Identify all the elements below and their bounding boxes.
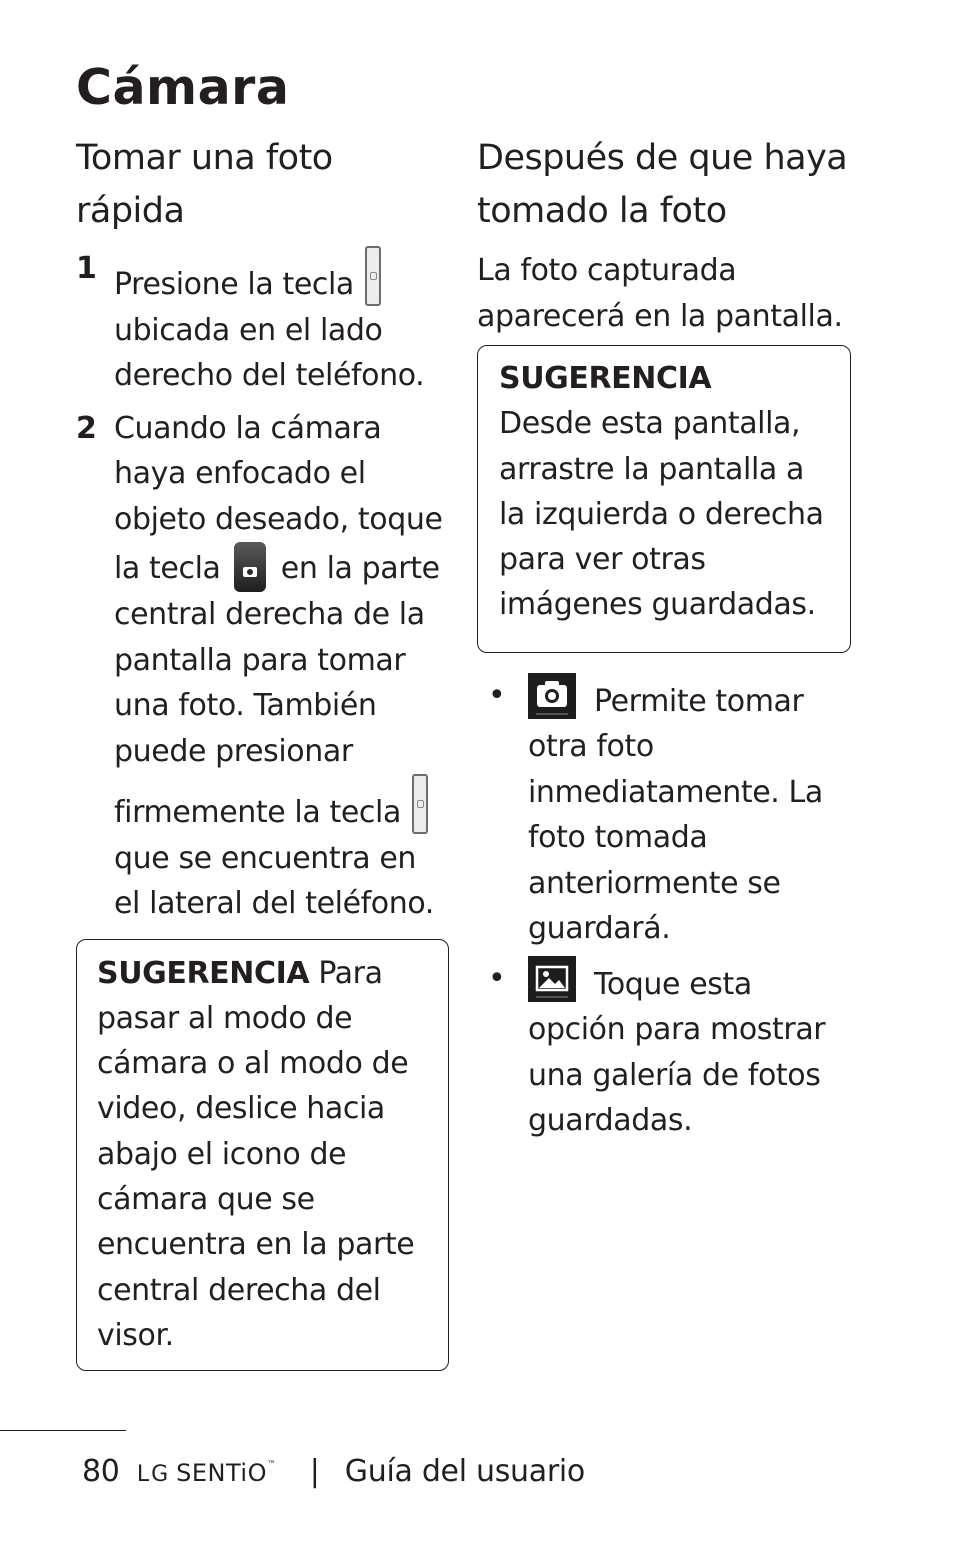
step-text: en la parte central derecha de la pantalla para tomar una foto. También puede presionar firmemente la tecla bbox=[114, 551, 440, 830]
brand-prefix: LG bbox=[136, 1462, 171, 1487]
side-camera-key-icon bbox=[412, 774, 428, 834]
trademark-symbol: ™ bbox=[266, 1460, 277, 1470]
steps-list bbox=[76, 246, 451, 927]
step-number: 2 bbox=[76, 410, 97, 446]
bullet-list bbox=[477, 673, 853, 1144]
footer-separator: | bbox=[309, 1454, 320, 1489]
right-column bbox=[477, 132, 853, 1144]
left-column bbox=[76, 132, 451, 1371]
step-2 bbox=[76, 406, 451, 927]
camera-icon bbox=[528, 673, 576, 719]
bullet-item-gallery bbox=[477, 956, 853, 1144]
tip-label: SUGERENCIA bbox=[97, 955, 310, 991]
guide-title: Guía del usuario bbox=[344, 1454, 585, 1489]
tip-box-mode bbox=[76, 939, 449, 1372]
side-camera-key-icon bbox=[365, 246, 381, 306]
page-title: Cámara bbox=[76, 59, 290, 116]
tip-text: Para pasar al modo de cámara o al modo de video, deslice hacia abajo el icono de cámara que se encuentra en la parte central derecha del visor. bbox=[97, 955, 415, 1353]
bullet-item-camera bbox=[477, 673, 853, 952]
footer-divider bbox=[0, 1430, 126, 1431]
bullet-text: opción para mostrar una galería de fotos guardadas. bbox=[528, 1012, 826, 1139]
bullet-text: Permite bbox=[594, 683, 707, 719]
section-heading-quick-photo: Tomar una foto rápida bbox=[76, 138, 333, 231]
intro-text: La foto capturada aparecerá en la pantalla. bbox=[477, 253, 843, 334]
step-1 bbox=[76, 246, 451, 399]
bullet-text: Toque esta bbox=[594, 966, 752, 1002]
section-heading-after-photo: Después de que haya tomado la foto bbox=[477, 138, 848, 231]
step-text: ubicada en el lado derecho del teléfono. bbox=[114, 312, 425, 393]
step-text: que se encuentra en el lateral del teléfono. bbox=[114, 840, 434, 921]
page-number: 80 bbox=[82, 1454, 120, 1489]
bullet-text: tomar otra foto inmediatamente. La foto tomada anteriormente se guardará. bbox=[528, 683, 823, 947]
step-number: 1 bbox=[76, 251, 97, 286]
step-text: Presione la tecla bbox=[114, 267, 354, 302]
step-text: Cuando la cámara haya enfocado el objeto deseado, toque la tecla bbox=[114, 410, 443, 586]
tip-label: SUGERENCIA bbox=[499, 361, 712, 396]
brand-logo bbox=[137, 1459, 277, 1487]
bullet-dot: • bbox=[488, 677, 506, 713]
tip-box-gallery bbox=[477, 345, 851, 653]
brand-name: SENTiO bbox=[176, 1459, 267, 1487]
bullet-dot: • bbox=[488, 960, 506, 996]
camera-shutter-key-icon bbox=[234, 542, 266, 592]
tip-text: Desde esta pantalla, arrastre la pantalla a la izquierda o derecha para ver otras imágenes guardadas. bbox=[499, 406, 824, 623]
gallery-icon bbox=[528, 956, 576, 1002]
page-footer bbox=[82, 1440, 585, 1500]
